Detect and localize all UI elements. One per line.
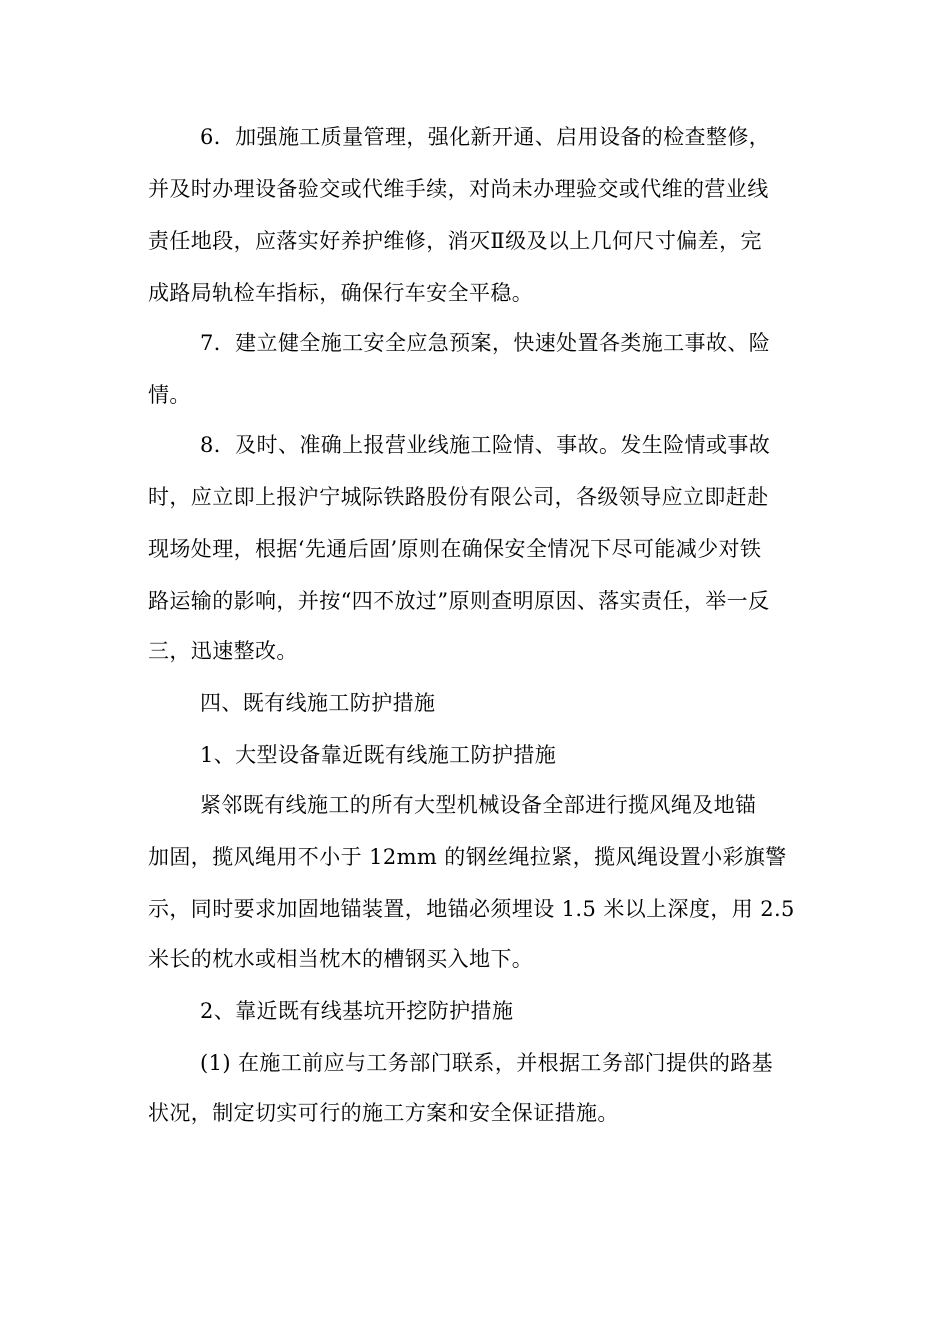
paragraph-8-line-3: 现场处理，根据‘先通后固’原则在确保安全情况下尽可能减少对铁 [148, 537, 762, 561]
paragraph-item-1-line-1: (1) 在施工前应与工务部门联系，并根据工务部门提供的路基 [200, 1051, 774, 1075]
subsection-heading-1: 1、大型设备靠近既有线施工防护措施 [200, 743, 557, 767]
paragraph-6-line-2: 并及时办理设备验交或代维手续，对尚未办理验交或代维的营业线 [148, 177, 769, 201]
paragraph-8-line-1: 8．及时、准确上报营业线施工险情、事故。发生险情或事故 [200, 433, 771, 457]
subsection-heading-2: 2、靠近既有线基坑开挖防护措施 [200, 999, 514, 1023]
section-heading: 四、既有线施工防护措施 [200, 691, 436, 715]
paragraph-8-line-5: 三，迅速整改。 [148, 639, 298, 663]
paragraph-large-equipment-line-1: 紧邻既有线施工的所有大型机械设备全部进行揽风绳及地锚 [200, 793, 757, 817]
paragraph-7-line-2: 情。 [148, 383, 191, 407]
paragraph-6-line-1: 6．加强施工质量管理，强化新开通、启用设备的检查整修， [200, 125, 771, 149]
paragraph-large-equipment-line-3: 示，同时要求加固地锚装置，地锚必须埋设 1.5 米以上深度，用 2.5 [148, 897, 795, 921]
paragraph-8-line-2: 时，应立即上报沪宁城际铁路股份有限公司，各级领导应立即赶赴 [148, 485, 769, 509]
paragraph-6-line-4: 成路局轨检车指标，确保行车安全平稳。 [148, 281, 534, 305]
paragraph-6-line-3: 责任地段，应落实好养护维修，消灭Ⅱ级及以上几何尺寸偏差，完 [148, 229, 762, 253]
paragraph-large-equipment-line-4: 米长的枕水或相当枕木的槽钢买入地下。 [148, 947, 534, 971]
paragraph-8-line-4: 路运输的影响，并按“四不放过”原则查明原因、落实责任，举一反 [148, 589, 770, 613]
paragraph-7-line-1: 7．建立健全施工安全应急预案，快速处置各类施工事故、险 [200, 331, 771, 355]
paragraph-item-1-line-2: 状况，制定切实可行的施工方案和安全保证措施。 [148, 1101, 619, 1125]
paragraph-large-equipment-line-2: 加固，揽风绳用不小于 12mm 的钢丝绳拉紧，揽风绳设置小彩旗警 [148, 845, 787, 869]
